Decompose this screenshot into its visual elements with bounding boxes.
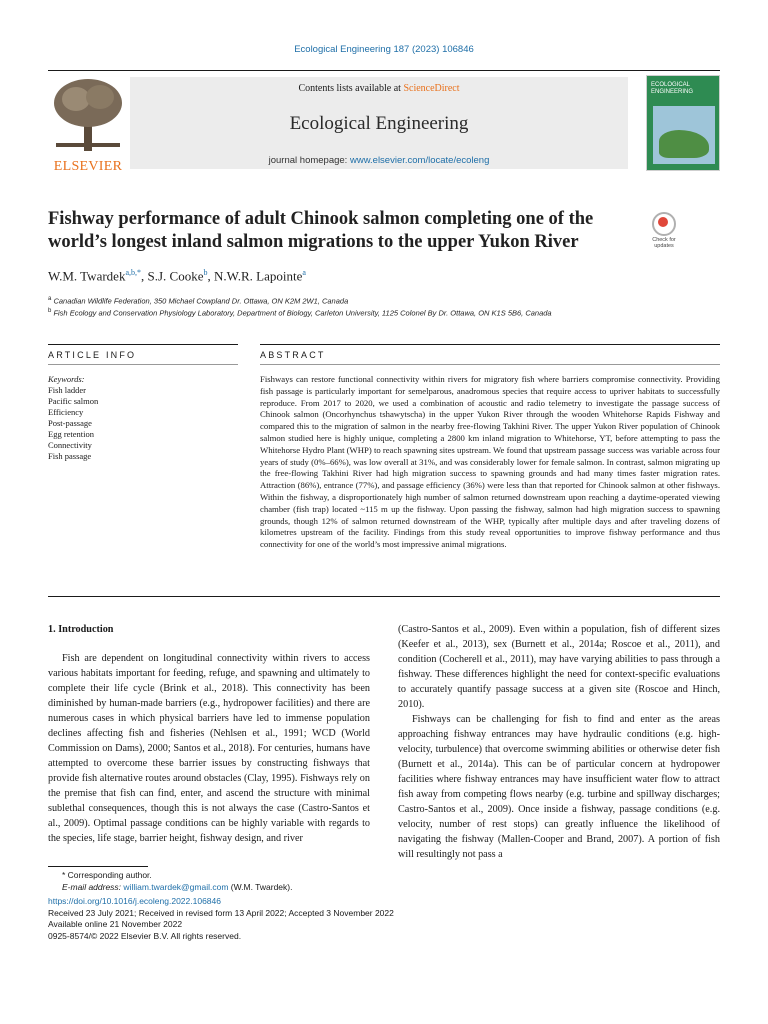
homepage-link[interactable]: www.elsevier.com/locate/ecoleng	[349, 155, 490, 166]
body-paragraph: Fishways can be challenging for fish to find and enter as the areas approaching fishway entrances may have hydraulic conditions (e.g. high-velocity, turbulence) that overcome swimming abilities or otherwise deter fish (Burnett et al., 2014a). This can be of particular concern at hydropower facilities where fishway entrances may have insufficient water flow to attract fish away from competing flows nearby (e.g. turbine and spillway discharges; Castro-Santos et al., 2009). Once inside a fishway, passage conditions (e.g. velocity, number of rest stops) can greatly influence the likelihood of navigating the fishway (Mallen-Cooper and Brand, 2007). A portion of fish will resultingly not pass a	[398, 714, 720, 860]
affiliation	[48, 296, 348, 306]
keyword: Post-passage	[48, 418, 92, 428]
author-name: W.M. Twardek	[48, 268, 126, 284]
body-paragraph: Fish are dependent on longitudinal connectivity within rivers to access various habitats important for feeding, refuge, and spawning and ultimately to complete their life cycle (Brink et al., 2018). This connectivity has been diminished by human-made barriers (e.g., hydropower facilities) and there are numerous cases in which physical barriers have led to immense population declines affecting fish and fisheries (Nehlsen et al., 1991; WCD (World Commission on Dams), 2000; Santos et al., 2018). For centuries, humans have attempted to overcome these barrier issues by constructing fishways that provide fish alternative routes around obstacles (Clay, 1995). Fishways rely on the premise that fish can find, enter, and ascend the structure with minimal sublethal consequences, though this is not always the case (Castro-Santos et al., 2009). Optimal passage conditions can be highly variable with regards to the species, life stage, barrier height, fishway design, and river	[48, 653, 370, 844]
received-dates: Received 23 July 2021; Received in revised form 13 April 2022; Accepted 3 November 2022	[48, 907, 394, 918]
keywords-list	[48, 374, 238, 462]
check-updates-label: Check for updates	[652, 237, 676, 250]
author-name: S.J. Cooke	[147, 268, 204, 284]
journal-reference[interactable]: Ecological Engineering 187 (2023) 106846	[294, 44, 474, 55]
journal-masthead	[48, 70, 720, 172]
footnotes	[48, 870, 292, 893]
email-note	[48, 882, 292, 894]
author-name: N.W.R. Lapointe	[214, 268, 303, 284]
contents-prefix: Contents lists available at	[298, 83, 404, 94]
email-suffix: (W.M. Twardek).	[228, 881, 293, 892]
keyword: Pacific salmon	[48, 396, 99, 406]
body-column-right	[398, 622, 720, 862]
keyword: Egg retention	[48, 429, 95, 439]
keywords-label: Keywords:	[48, 374, 85, 384]
homepage-prefix: journal homepage:	[268, 155, 350, 166]
article-info-heading: ARTICLE INFO	[48, 350, 137, 360]
elsevier-tree-logo	[48, 77, 128, 174]
divider	[48, 344, 238, 345]
email-link[interactable]: william.twardek@gmail.com	[123, 881, 229, 892]
corresponding-author-note: * Corresponding author.	[62, 870, 152, 880]
affiliation-text: Canadian Wildlife Federation, 350 Michael Cowpland Dr. Ottawa, ON K2M 2W1, Canada	[53, 296, 349, 306]
journal-homepage	[130, 155, 628, 166]
copyright: 0925-8574/© 2022 Elsevier B.V. All rights reserved.	[48, 930, 242, 941]
affiliation-marker: b	[48, 308, 52, 314]
author-affiliation-link[interactable]: a,b,*	[125, 268, 142, 277]
available-online: Available online 21 November 2022	[48, 919, 183, 929]
abstract-text: Fishways can restore functional connectivity within rivers for migratory fish where barriers compromise connectivity. Providing fish passage is particularly important for semelparous, anadromous species that require access to upriver habitats to successfully reproduce. From 2017 to 2020, we used a combination of acoustic and radio telemetry to investigate the passage success of Chinook salmon (Oncorhynchus tshawytscha) in the upper Yukon River through the wooden Whitehorse Rapids Fishway and compared this to the migration of salmon in the nearby free-flowing Takhini River. The upper Yukon River population of Chinook salmon studied here is highly unique, completing a 2800 km inland migration to Whitehorse, YT, before attempting to pass the Whitehorse Hydro Plant (WHP) to reach spawning sites upstream. We found that upstream passage success was variable across four years of study (0%–66%), was low overall at 31%, and was considerably lower for female salmon. In contrast, salmon migrating up the free-flowing Takhini River had high migration success to spawning grounds and had many times faster migration rates. Attraction (86%), entrance (77%), and passage efficiency (36%) were less than that reported for Chinook salmon at other fishways. Within the fishway, a disproportionately high number of salmon returned downstream upon reaching a daytime-operated viewing chamber (fish trap) located ~115 m up the fishway. Upon passing the fishway, salmon had high migration success to spawning grounds, though 12% of salmon returned downstream of the WHP, typically after multiple days and after traveling dozens of kilometres upstream of the facility. Findings from this study reveal opportunities to improve fishway performance and thus connectivity for one of the world’s most impressive animal migrations.	[260, 374, 720, 550]
body-column-left	[48, 622, 370, 846]
journal-cover-thumbnail	[646, 75, 720, 171]
doi-link[interactable]: https://doi.org/10.1016/j.ecoleng.2022.106846	[48, 896, 221, 906]
body-paragraph: (Castro-Santos et al., 2009). Even within a population, fish of different sizes (Keefer et al., 2013), sex (Burnett et al., 2014a; Roscoe et al., 2011), and condition (Cocherell et al., 2011), may have varying abilities to pass through a fishway. These differences highlight the need for context-specific evaluations to accurately quantify passage success at a given site (Roscoe and Hinch, 2010).	[398, 624, 720, 710]
article-title: Fishway performance of adult Chinook salmon completing one of the world’s longest inland salmon migrations to the upper Yukon River	[48, 209, 594, 252]
check-updates-icon	[652, 212, 676, 236]
cover-title: ECOLOGICAL ENGINEERING	[651, 82, 694, 95]
contents-availability	[130, 83, 628, 94]
affiliation	[48, 308, 552, 318]
divider	[260, 344, 720, 345]
journal-name: Ecological Engineering	[289, 113, 469, 134]
divider	[48, 596, 720, 597]
elsevier-wordmark: ELSEVIER	[53, 159, 123, 174]
footnote-divider	[48, 866, 148, 867]
keyword: Fish ladder	[48, 385, 87, 395]
sciencedirect-link[interactable]: ScienceDirect	[403, 83, 460, 94]
masthead-banner	[130, 77, 628, 169]
tree-icon	[48, 77, 128, 153]
publication-info	[48, 896, 394, 942]
affiliation-marker: a	[48, 296, 52, 302]
author-affiliation-link[interactable]: b	[203, 268, 208, 277]
email-label: E-mail address:	[62, 881, 124, 892]
divider	[48, 364, 238, 365]
cover-image	[653, 106, 715, 164]
divider	[260, 364, 720, 365]
check-for-updates-button[interactable]	[646, 212, 682, 252]
section-heading-introduction: 1. Introduction	[48, 624, 114, 635]
keyword: Connectivity	[48, 440, 92, 450]
author-list: W.M. Twardek$^{a,b,*}$, S.J. Cooke$^b$, N.W.R. Lapointe$^a$	[48, 268, 306, 284]
abstract-heading: ABSTRACT	[260, 350, 326, 360]
keyword: Efficiency	[48, 407, 84, 417]
keyword: Fish passage	[48, 451, 92, 461]
affiliation-text: Fish Ecology and Conservation Physiology Laboratory, Department of Biology, Carleton University, 1125 Colonel By Dr. Ottawa, ON K1S 5B6, Canada	[53, 308, 552, 318]
author-affiliation-link[interactable]: a	[302, 268, 306, 277]
